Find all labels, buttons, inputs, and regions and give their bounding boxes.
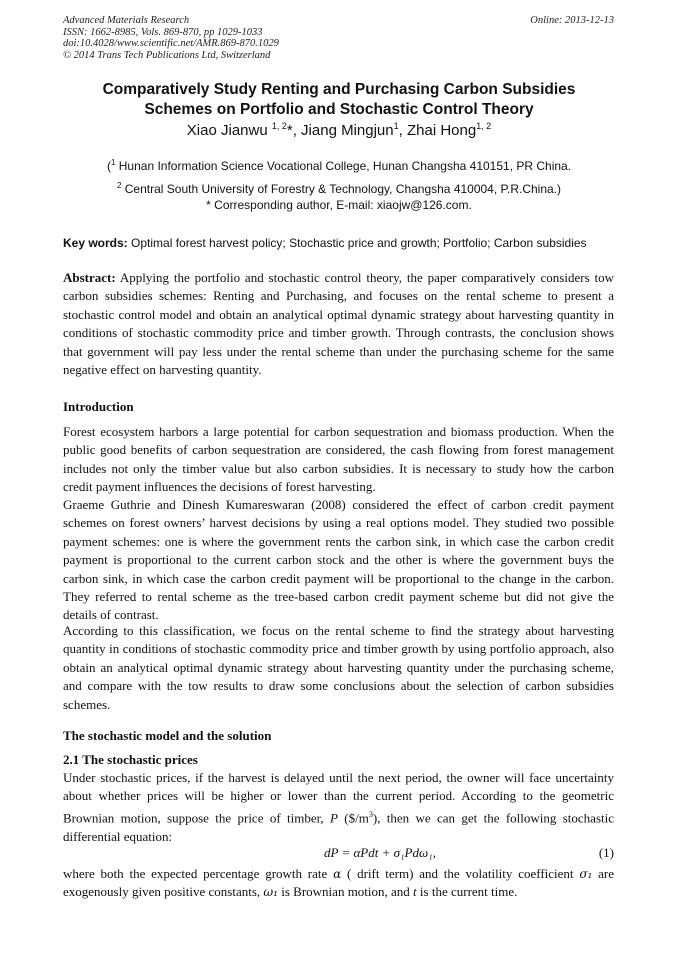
- journal-copyright: © 2014 Trans Tech Publications Ltd, Switzerland: [63, 49, 271, 61]
- title-line-2: Schemes on Portfolio and Stochastic Control Theory: [144, 101, 534, 118]
- journal-name: Advanced Materials Research: [63, 15, 190, 26]
- explanation-text-e: is the current time.: [416, 884, 518, 900]
- journal-meta: [63, 15, 279, 61]
- affiliation-1: [0, 158, 678, 173]
- abstract: [63, 269, 614, 379]
- time-variable: t: [413, 884, 417, 900]
- affiliation-2-text: Central South University of Forestry & Technology, Changsha 410004, P.R.China.): [124, 182, 562, 196]
- abstract-label: Abstract:: [63, 270, 116, 285]
- prices-text-b: ), then we can get the following stochastic differential equation:: [63, 810, 614, 844]
- paper-title: [0, 80, 678, 120]
- keywords-text: Optimal forest harvest policy; Stochastic price and growth; Portfolio; Carbon subsidies: [127, 236, 587, 250]
- equation-explanation: [63, 865, 614, 902]
- explanation-text-d: is Brownian motion, and: [278, 884, 414, 900]
- author-1: Xiao Jianwu: [186, 122, 268, 139]
- author-1-affil: 1, 2: [271, 121, 287, 131]
- author-3-affil: 1, 2: [476, 121, 492, 131]
- section-heading-introduction: Introduction: [63, 399, 134, 414]
- equation-1-formula: dP = αPdt + σ₁Pdω₁,: [324, 845, 436, 860]
- affiliation-1-text: Hunan Information Science Vocational College, Hunan Changsha 410151, PR China.: [118, 159, 572, 173]
- alpha-symbol: α: [333, 867, 342, 881]
- affiliation-2-number: 2: [116, 181, 122, 190]
- corresponding-author: * Corresponding author, E-mail: xiaojw@126.com.: [206, 198, 472, 212]
- price-unit-exponent: 3: [368, 809, 373, 819]
- title-line-1: Comparatively Study Renting and Purchasing Carbon Subsidies: [102, 81, 576, 98]
- equation-1-number: (1): [598, 845, 614, 860]
- journal-doi: doi:10.4028/www.scientific.net/AMR.869-870.1029: [63, 38, 279, 49]
- affiliation-paren: (: [106, 159, 111, 173]
- author-3: , Zhai Hong: [398, 122, 477, 139]
- omega-symbol: ω₁: [263, 885, 278, 900]
- sigma-symbol: σ₁: [579, 867, 593, 881]
- section-heading-model: The stochastic model and the solution: [63, 728, 272, 743]
- author-2: , Jiang Mingjun: [292, 122, 394, 139]
- price-variable: P: [330, 810, 338, 826]
- online-date: Online: 2013-12-13: [530, 15, 614, 26]
- author-1-mark: *: [286, 122, 293, 139]
- intro-paragraph-3: According to this classification, we focus on the rental scheme to find the strategy about harvesting quantity in conditions of stochastic commodity price and timber growth by using portfolio approach, also obtain an analytical optimal dynamic strategy about harvesting quantity under the purchasing scheme, and compare with the tow results to draw some conclusions about the selection of carbon subsidies schemes.: [63, 623, 614, 712]
- explanation-text-b: ( drift term) and the volatility coefficient: [341, 866, 580, 881]
- abstract-text: Applying the portfolio and stochastic control theory, the paper comparatively considers tow carbon subsidies schemes: Renting and Purchasing, and focuses on the rental scheme to present a stochastic control model and obtain an analytical optimal dynamic strategy about harvesting quantity in conditions of stochastic commodity price and timber growth. Through contrasts, the conclusion shows that government will pay less under the rental scheme than under the purchasing scheme for the same negative effect on harvesting quantity.: [63, 270, 614, 378]
- equation-1: [63, 845, 614, 863]
- intro-paragraph-2: Graeme Guthrie and Dinesh Kumareswaran (2008) considered the effect of carbon credit payment schemes on forest owners’ harvest decisions by using a real options model. They studied two possible payment schemes: one is where the government rents the carbon sink, in which case the carbon credit payment is proportional to the current carbon stock and the other is where the government buys the carbon sink, in which case the carbon credit payment will be proportional to the change in the carbon. They referred to rental scheme as the tree-based carbon credit payment scheme but did not give the details of contrast.: [63, 497, 614, 623]
- prices-paragraph: [63, 769, 614, 846]
- explanation-text-a: where both the expected percentage growth rate: [63, 866, 334, 881]
- affiliation-2: [0, 181, 678, 196]
- explanation-text-c: are exogenously given positive constants,: [63, 866, 615, 900]
- journal-issn: ISSN: 1662-8985, Vols. 869-870, pp 1029-1033: [63, 26, 263, 38]
- author-2-affil: 1: [393, 121, 399, 131]
- price-unit: ($/m: [337, 810, 369, 826]
- keywords-label: Key words:: [63, 236, 128, 250]
- keywords: [63, 236, 587, 250]
- subsection-heading-prices: 2.1 The stochastic prices: [63, 752, 198, 767]
- author-list: [0, 121, 678, 139]
- prices-text-a: Under stochastic prices, if the harvest is delayed until the next period, the owner will face uncertainty about whether prices will be higher or lower than the current period. According to the geometric Brownian motion, suppose the price of timber,: [63, 770, 614, 826]
- intro-paragraph-1: Forest ecosystem harbors a large potential for carbon sequestration and biomass production. When the public good benefits of carbon sequestration are considered, the cash flowing from forest management includes not only the timber value but also carbon subsidies. It is necessary to study how the carbon credit payment influences the decisions of forest harvesting.: [63, 424, 614, 495]
- affiliation-1-number: 1: [110, 158, 116, 167]
